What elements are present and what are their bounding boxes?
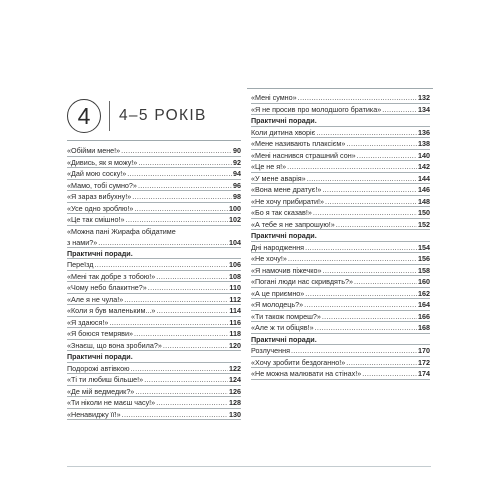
page-number: 112 <box>229 294 241 304</box>
leader-dots <box>148 282 229 294</box>
chapter-number: 4 <box>77 102 91 129</box>
entry-title: «Я зараз вибухну!» <box>67 192 132 201</box>
page-number: 168 <box>418 323 430 332</box>
page-number: 154 <box>418 242 430 252</box>
leader-dots <box>325 196 417 208</box>
entry-title: «Я молодець?» <box>251 300 304 309</box>
toc-entry <box>251 219 430 231</box>
toc-entry <box>251 265 430 277</box>
toc-entry <box>251 357 430 369</box>
toc-entry <box>67 340 241 352</box>
toc-left-column <box>67 145 241 420</box>
toc-entry <box>67 305 241 317</box>
entry-title: «Погані люди нас скривдять?» <box>251 277 353 286</box>
leader-dots <box>305 288 417 300</box>
page-number: 144 <box>418 173 430 183</box>
leader-dots <box>156 271 228 283</box>
entry-title: «Але ж ти обіцяв!» <box>251 323 314 332</box>
top-rule <box>247 88 433 89</box>
entry-title: «Не хочу!» <box>251 254 287 263</box>
toc-entry <box>67 180 241 192</box>
page-number: 100 <box>229 203 241 213</box>
leader-dots <box>138 180 232 192</box>
entry-title: «Не хочу прибирати!» <box>251 196 325 206</box>
leader-dots <box>305 242 417 254</box>
toc-section-heading <box>251 230 430 242</box>
toc-entry <box>251 150 430 162</box>
entry-title-continued: з нами?» <box>67 237 98 247</box>
leader-dots <box>134 203 228 215</box>
toc-entry <box>67 157 241 169</box>
toc-entry <box>67 294 241 306</box>
leader-dots <box>126 214 228 226</box>
entry-title: «Не можна малювати на стінах!» <box>251 369 362 378</box>
leader-dots <box>156 397 228 409</box>
leader-dots <box>307 173 417 185</box>
entry-title: «Усе одно зроблю!» <box>67 203 134 213</box>
toc-entry <box>67 328 241 340</box>
leader-dots <box>121 145 232 157</box>
entry-title: «Дивись, як я можу!» <box>67 157 138 167</box>
entry-title: «Я боюся темряви» <box>67 329 133 338</box>
page-number: 172 <box>418 357 430 367</box>
page-number: 170 <box>418 346 430 355</box>
toc-entry <box>67 282 241 294</box>
section-label: Практичні поради. <box>251 116 317 125</box>
entry-title: «Ти ніколи не маєш часу!» <box>67 398 156 407</box>
page-number: 110 <box>229 283 241 292</box>
toc-entry <box>251 173 430 185</box>
entry-title: «Де мій ведмедик?» <box>67 386 135 396</box>
page-number: 142 <box>418 162 430 171</box>
leader-dots <box>98 237 228 248</box>
page-number: 106 <box>229 260 241 269</box>
leader-dots <box>357 150 417 162</box>
chapter-number-badge <box>67 99 101 133</box>
toc-section-heading <box>67 248 241 260</box>
toc-entry <box>67 226 241 248</box>
entry-title: Розлучення <box>251 346 290 355</box>
toc-entry <box>67 191 241 203</box>
page-number: 118 <box>229 329 241 338</box>
entry-title: «Дай мою соску!» <box>67 169 127 178</box>
leader-dots <box>382 104 417 116</box>
page-number: 96 <box>233 180 241 190</box>
leader-dots <box>132 191 232 203</box>
entry-title: «Хочу зробити бездоганно!» <box>251 357 346 367</box>
leader-dots <box>346 138 417 150</box>
toc-entry <box>251 345 430 357</box>
page-number: 136 <box>418 127 430 137</box>
entry-title: «Але я не чула!» <box>67 294 124 304</box>
leader-dots <box>316 127 417 139</box>
page-number: 90 <box>233 146 241 155</box>
entry-title: «Мені так добре з тобою!» <box>67 271 156 281</box>
leader-dots <box>138 157 232 169</box>
entry-title: «Я намочив піжечко» <box>251 265 322 275</box>
toc-entry <box>251 299 430 311</box>
entry-title: «Можна пані Жирафа обідатиме <box>67 226 176 236</box>
toc-entry <box>251 161 430 173</box>
header-underline <box>67 140 241 141</box>
leader-dots <box>134 328 228 340</box>
toc-entry <box>251 322 430 334</box>
toc-right-column <box>251 92 430 380</box>
page-number: 134 <box>418 104 430 114</box>
leader-dots <box>336 219 417 231</box>
toc-entry <box>251 127 430 139</box>
entry-title: Коли дитина хворіє <box>251 127 316 137</box>
page-number: 152 <box>418 219 430 229</box>
page-number: 156 <box>418 254 430 263</box>
toc-entry <box>67 203 241 215</box>
page-number: 162 <box>418 288 430 298</box>
bottom-rule <box>67 466 431 467</box>
toc-entry <box>67 145 241 157</box>
page-number: 132 <box>418 93 430 102</box>
page-number: 148 <box>418 196 430 206</box>
leader-dots <box>323 265 417 277</box>
chapter-title: 4–5 РОКІВ <box>119 107 207 124</box>
leader-dots <box>313 207 417 219</box>
toc-entry <box>251 184 430 196</box>
entry-title: «Бо я так сказав!» <box>251 208 312 217</box>
header-divider <box>109 101 110 131</box>
toc-entry <box>251 92 430 104</box>
toc-entry <box>251 288 430 300</box>
entry-title: Подорожі автівкою <box>67 363 130 373</box>
toc-entry <box>67 214 241 226</box>
page-number: 140 <box>418 150 430 160</box>
leader-dots <box>362 368 417 380</box>
entry-title: «У мене аварія» <box>251 173 306 183</box>
entry-title: «Мені сумно» <box>251 93 297 102</box>
toc-entry <box>251 276 430 288</box>
toc-entry <box>251 196 430 208</box>
entry-title: «Знаєш, що вона зробила?» <box>67 340 162 350</box>
section-label: Практичні поради. <box>251 334 317 344</box>
toc-entry <box>251 368 430 380</box>
toc-entry <box>67 386 241 398</box>
leader-dots <box>346 357 417 369</box>
toc-entry <box>67 271 241 283</box>
page-number: 174 <box>418 369 430 378</box>
entry-title: Дні народження <box>251 242 305 252</box>
entry-title: «Мамо, тобі сумно?» <box>67 180 137 190</box>
leader-dots <box>287 161 417 173</box>
entry-title: «Обійми мене!» <box>67 146 121 155</box>
leader-dots <box>304 299 417 311</box>
page-number: 108 <box>229 271 241 281</box>
toc-entry <box>67 168 241 180</box>
page-number: 116 <box>229 317 241 327</box>
page-number: 102 <box>229 215 241 224</box>
entry-title: «Ті ти любиш більше!» <box>67 375 144 384</box>
page-number: 114 <box>229 306 241 315</box>
page-number: 146 <box>418 185 430 194</box>
page-number: 98 <box>233 192 241 201</box>
entry-title: «Я здаюся!» <box>67 317 109 327</box>
leader-dots <box>315 322 417 334</box>
toc-entry <box>67 397 241 409</box>
entry-title: «Це так смішно!» <box>67 215 125 224</box>
entry-title: «Ненавиджу її!» <box>67 409 121 419</box>
page-number: 124 <box>229 375 241 384</box>
leader-dots <box>95 259 229 271</box>
page-number: 104 <box>229 237 241 247</box>
leader-dots <box>109 317 228 329</box>
leader-dots <box>122 409 228 421</box>
page-number: 122 <box>229 363 241 373</box>
toc-entry <box>251 242 430 254</box>
toc-entry <box>251 253 430 265</box>
toc-entry <box>67 317 241 329</box>
toc-entry <box>251 138 430 150</box>
section-label: Практичні поради. <box>251 231 317 240</box>
section-label: Практичні поради. <box>67 352 133 361</box>
leader-dots <box>288 253 417 265</box>
entry-title: «Вона мене дратує!» <box>251 185 322 194</box>
toc-entry <box>67 409 241 421</box>
page-number: 128 <box>229 398 241 407</box>
entry-title: «Мені наснився страшний сон» <box>251 150 356 160</box>
toc-entry <box>251 311 430 323</box>
leader-dots <box>163 340 228 352</box>
page-number: 92 <box>233 157 241 167</box>
page-number: 126 <box>229 386 241 396</box>
toc-entry <box>251 207 430 219</box>
page-number: 166 <box>418 311 430 321</box>
leader-dots <box>144 374 228 386</box>
toc-entry <box>67 363 241 375</box>
leader-dots <box>322 311 417 323</box>
page-number: 160 <box>418 277 430 286</box>
entry-title: «Я не просив про молодшого братика» <box>251 104 382 114</box>
chapter-header <box>67 96 241 136</box>
toc-section-heading <box>251 115 430 127</box>
leader-dots <box>127 168 232 180</box>
leader-dots <box>298 92 417 104</box>
entry-title: «А тебе я не запрошую!» <box>251 219 335 229</box>
entry-title: «А це приємно» <box>251 288 305 298</box>
leader-dots <box>135 386 228 398</box>
entry-title: Переїзд <box>67 260 94 269</box>
leader-dots <box>156 305 228 317</box>
toc-entry <box>67 259 241 271</box>
page-number: 164 <box>418 300 430 309</box>
toc-entry <box>251 104 430 116</box>
section-label: Практичні поради. <box>67 248 133 258</box>
entry-title: «Мене називають плаксієм» <box>251 139 346 148</box>
page-number: 94 <box>233 169 241 178</box>
leader-dots <box>131 363 229 375</box>
entry-title: «Коли я був маленьким...» <box>67 306 156 315</box>
entry-title: «Це не я!» <box>251 162 287 171</box>
leader-dots <box>124 294 228 306</box>
page-number: 150 <box>418 208 430 217</box>
page-number: 120 <box>229 340 241 350</box>
entry-title: «Чому небо блакитне?» <box>67 283 147 292</box>
toc-entry <box>67 374 241 386</box>
leader-dots <box>291 345 417 357</box>
toc-section-heading <box>251 334 430 346</box>
page-number: 138 <box>418 139 430 148</box>
leader-dots <box>322 184 417 196</box>
leader-dots <box>354 276 417 288</box>
page-number: 158 <box>418 265 430 275</box>
page-number: 130 <box>229 409 241 419</box>
entry-title: «Ти також помреш?» <box>251 311 321 321</box>
toc-section-heading <box>67 351 241 363</box>
